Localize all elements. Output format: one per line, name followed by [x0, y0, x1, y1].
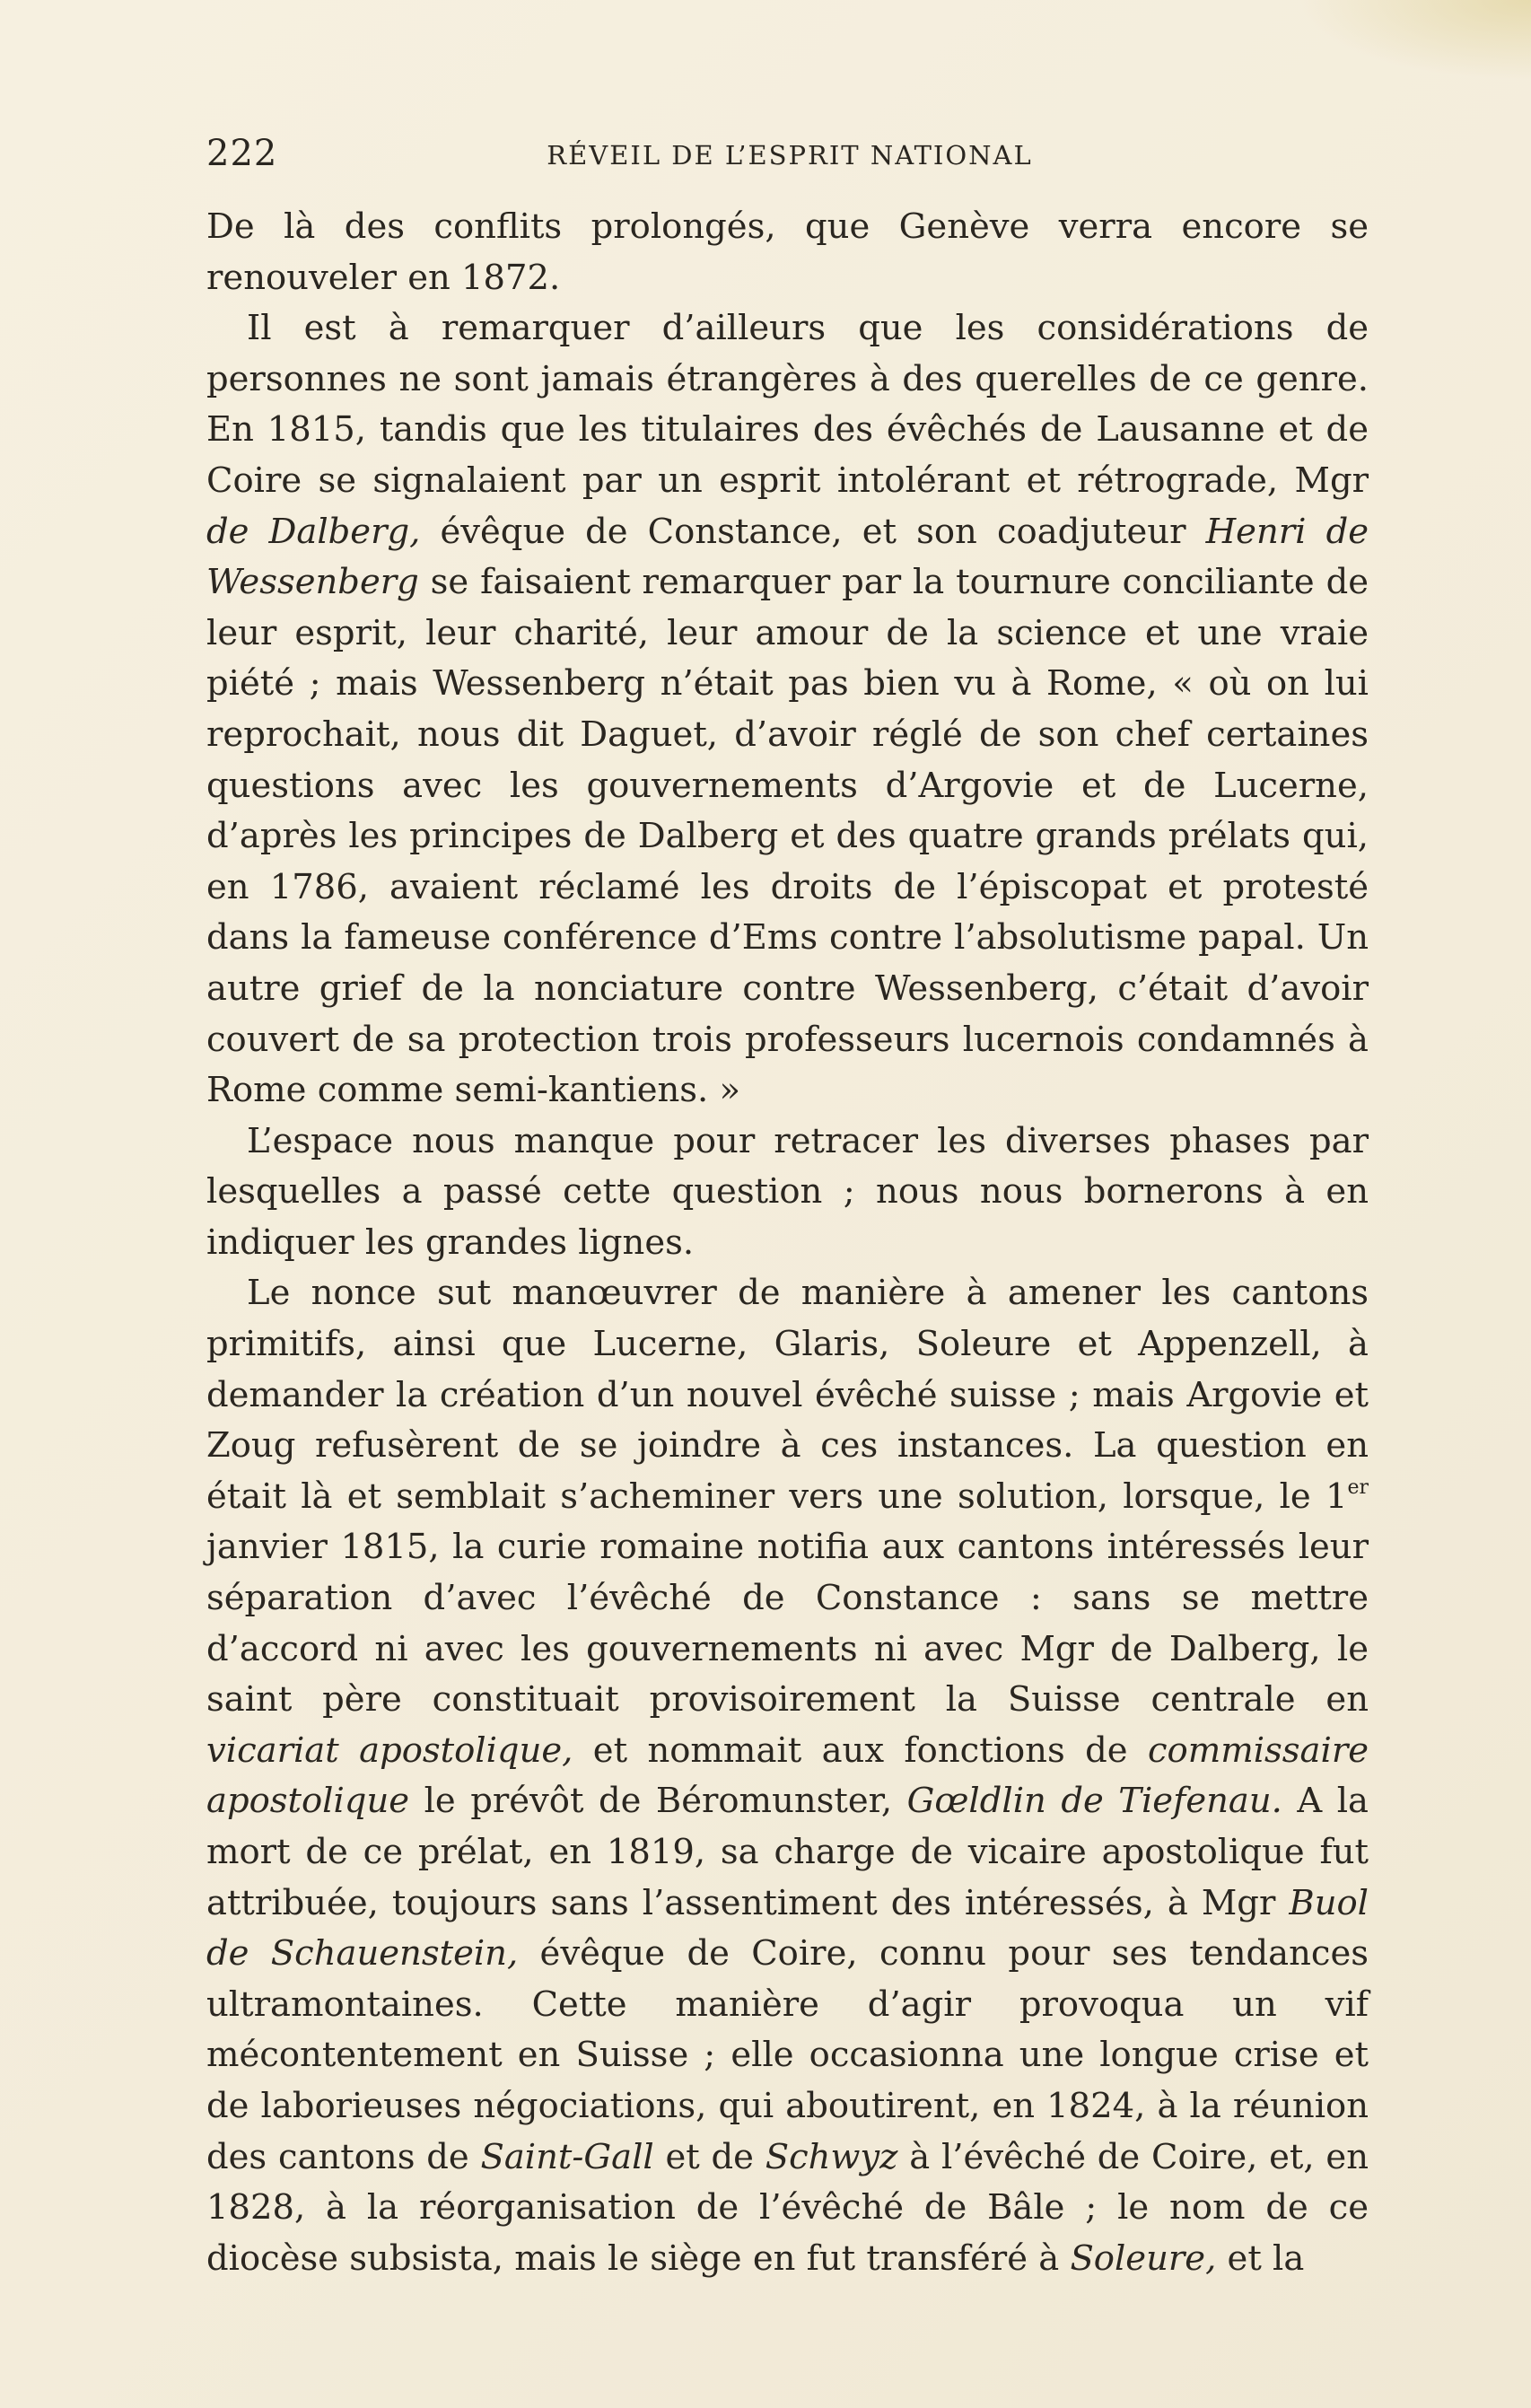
- text-run: Le nonce sut manœuvrer de manière à amener les cantons primitifs, ainsi que Lucerne, Glaris, Soleure et Appenzell, à demander la création d’un nouvel évêché suisse ; mais Argovie et Zoug refusèrent de se joindre à ces instances. La question en était là et semblait s’acheminer vers une solution, lorsque, le 1: [206, 1273, 1369, 1517]
- running-head: RÉVEIL DE L’ESPRIT NATIONAL: [547, 140, 1033, 171]
- text-run: évêque de Constance, et son coadjuteur: [420, 511, 1206, 552]
- text-run: et la: [1216, 2237, 1305, 2279]
- italic-text: Saint-Gall: [480, 2136, 654, 2177]
- text-run: Il est à remarquer d’ailleurs que les considérations de personnes ne sont jamais étrangères à des querelles de ce genre. En 1815, tandis que les titulaires des évêchés de Lausanne et de Coire se signalaient par un esprit intolérant et rétrograde, Mgr: [206, 308, 1369, 501]
- text-run: janvier 1815, la curie romaine notifia aux cantons intéressés leur séparation d’avec l’évêché de Constance : sans se mettre d’accord ni avec les gouvernements ni avec Mgr de Dalberg, le saint père constituait provisoirement la Suisse centrale en: [206, 1527, 1369, 1721]
- paragraph: [206, 303, 1369, 1116]
- paragraph: [206, 1268, 1369, 2284]
- italic-text: Buol de Schauenstein,: [206, 1882, 1369, 1975]
- text-run: le prévôt de Béromunster,: [409, 1781, 907, 1822]
- paper-stain: [1298, 0, 1531, 81]
- italic-text: Schwyz: [765, 2136, 898, 2177]
- italic-text: de Dalberg,: [206, 511, 421, 552]
- italic-text: Henri de Wessenberg: [206, 511, 1369, 603]
- text-run: se faisaient remarquer par la tournure conciliante de leur esprit, leur charité, leur amour de la science et une vraie piété ; mais Wessenberg n’était pas bien vu à Rome, « où on lui reprochait, nous dit Daguet, d’avoir réglé de son chef certaines questions avec les gouvernements d’Argovie et de Lucerne, d’après les principes de Dalberg et des quatre grands prélats qui, en 1786, avaient réclamé les droits de l’épiscopat et protesté dans la fameuse conférence d’Ems contre l’absolutisme papal. Un autre grief de la nonciature contre Wessenberg, c’était d’avoir couvert de sa protection trois professeurs lucernois condamnés à Rome comme semi-kantiens. »: [206, 562, 1369, 1111]
- body-text: [206, 202, 1369, 2284]
- superscript: er: [1347, 1475, 1369, 1499]
- text-run: De là des conflits prolongés, que Genève verra encore se renouveler en 1872.: [206, 206, 1369, 298]
- text-run: évêque de Coire, connu pour ses tendances ultramontaines. Cette manière d’agir provoqua un vif mécontentement en Suisse ; elle occasionna une longue crise et de laborieuses négociations, qui aboutirent, en 1824, à la réunion des cantons de: [206, 1933, 1369, 2177]
- page-number: 222: [206, 133, 278, 174]
- text-run: et nommait aux fonctions de: [573, 1729, 1148, 1771]
- italic-text: commissaire apostolique: [206, 1729, 1369, 1822]
- text-run: à l’évêché de Coire, et, en 1828, à la réorganisation de l’évêché de Bâle ; le nom de ce diocèse subsista, mais le siège en fut transféré à: [206, 2136, 1369, 2279]
- paragraph: [206, 202, 1369, 303]
- text-run: et de: [653, 2136, 766, 2177]
- page-header: [206, 133, 1373, 178]
- italic-text: vicariat apostolique,: [206, 1729, 573, 1771]
- italic-text: Gœldlin de Tiefenau.: [906, 1781, 1282, 1822]
- paragraph: [206, 1116, 1369, 1269]
- text-run: A la mort de ce prélat, en 1819, sa charge de vicaire apostolique fut attribuée, toujours sans l’assentiment des intéressés, à Mgr: [206, 1781, 1369, 1923]
- italic-text: Soleure,: [1070, 2237, 1217, 2279]
- text-run: L’espace nous manque pour retracer les diverses phases par lesquelles a passé cette question ; nous nous bornerons à en indiquer les grandes lignes.: [206, 1120, 1369, 1263]
